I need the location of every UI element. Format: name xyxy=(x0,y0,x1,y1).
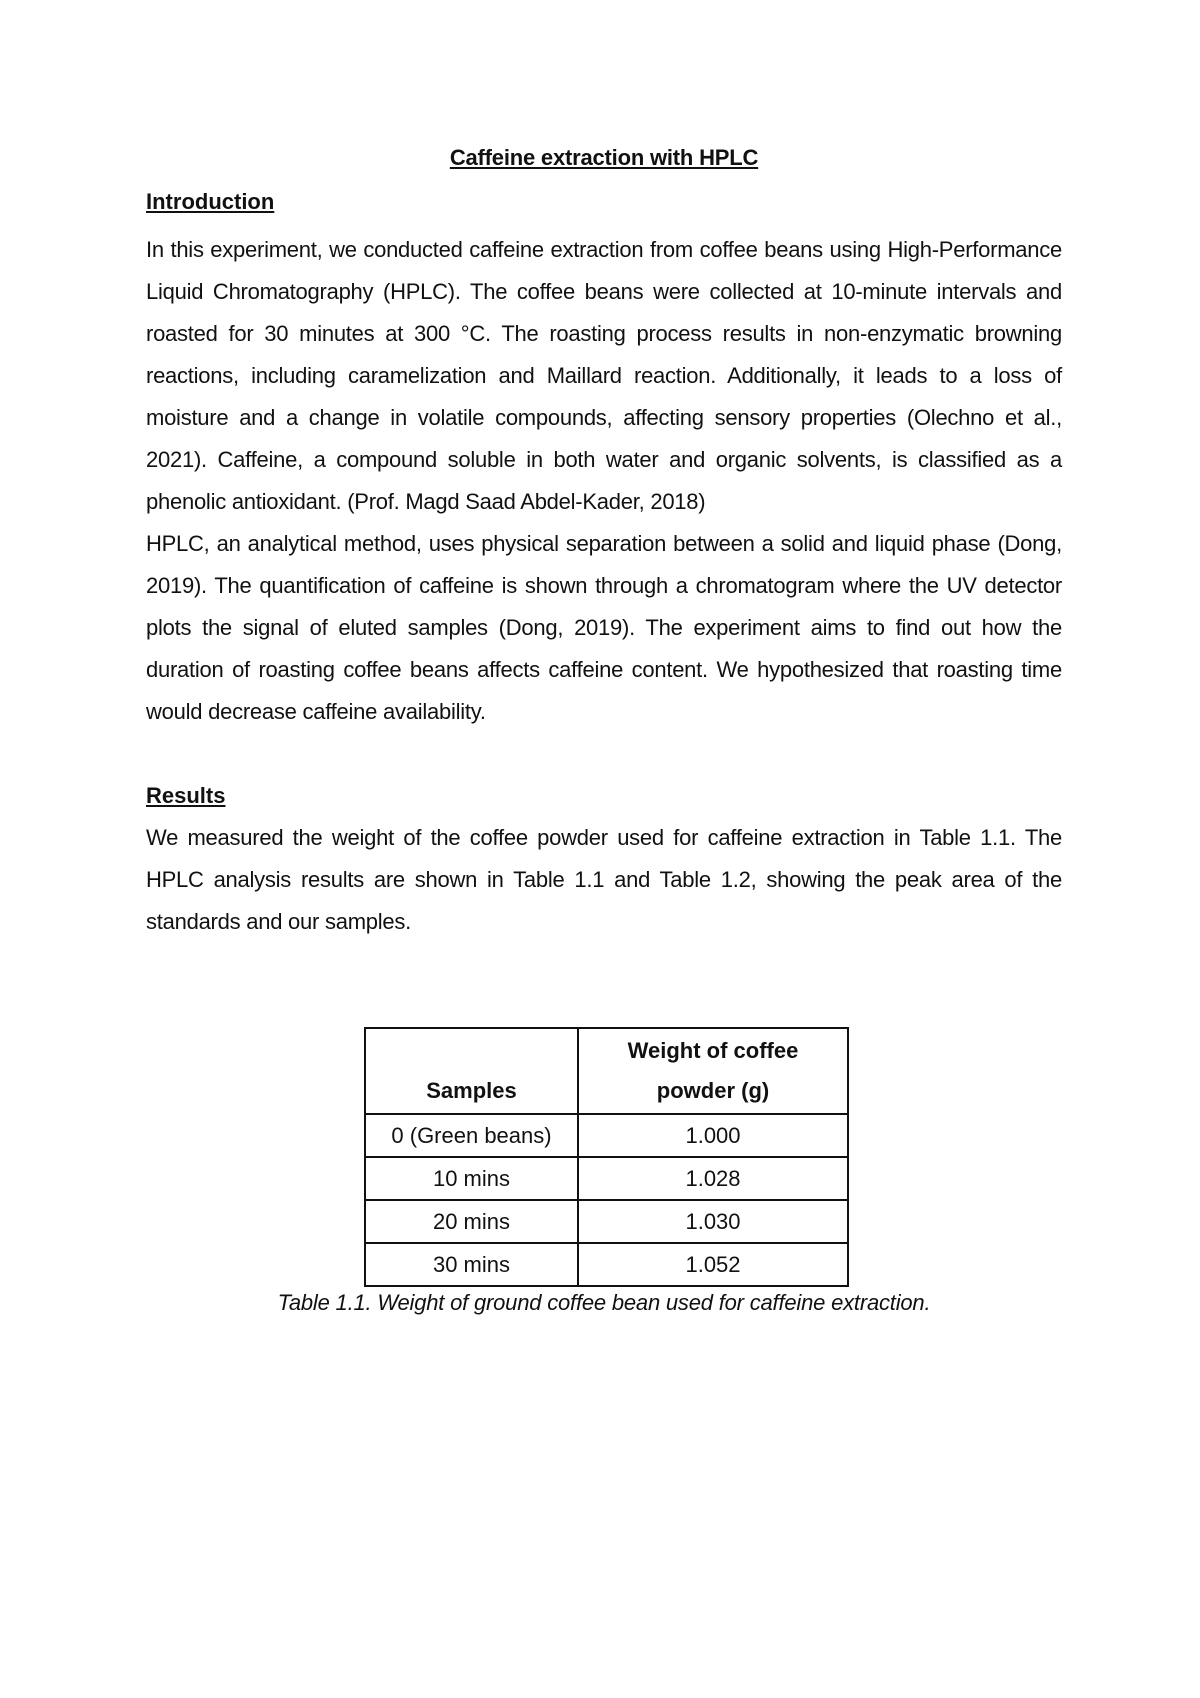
cell-sample: 0 (Green beans) xyxy=(365,1114,578,1157)
document-title: Caffeine extraction with HPLC xyxy=(449,145,759,170)
weight-table xyxy=(364,1027,849,1287)
header-weight-line2: powder (g) xyxy=(656,1078,770,1103)
cell-weight: 1.028 xyxy=(578,1157,848,1200)
results-heading: Results xyxy=(146,783,226,808)
table-row xyxy=(365,1200,848,1243)
introduction-paragraph-1: In this experiment, we conducted caffeine extraction from coffee beans using High-Performance Liquid Chromatography (HPLC). The coffee beans were collected at 10-minute intervals and roasted for 30 minutes at 300 °C. The roasting process results in non-enzymatic browning reactions, including caramelization and Maillard reaction. Additionally, it leads to a loss of moisture and a change in volatile compounds, affecting sensory properties (Olechno et al., 2021). Caffeine, a compound soluble in both water and organic solvents, is classified as a phenolic antioxidant. (Prof. Magd Saad Abdel-Kader, 2018) xyxy=(146,237,1062,514)
introduction-heading: Introduction xyxy=(146,189,275,214)
cell-sample: 10 mins xyxy=(365,1157,578,1200)
table-row xyxy=(365,1243,848,1286)
document-body xyxy=(146,143,1062,943)
header-samples: Samples xyxy=(365,1028,578,1114)
table-row xyxy=(365,1114,848,1157)
cell-sample: 30 mins xyxy=(365,1243,578,1286)
cell-weight: 1.030 xyxy=(578,1200,848,1243)
table-header-row xyxy=(365,1028,848,1114)
table-row xyxy=(365,1157,848,1200)
header-weight-line1: Weight of coffee xyxy=(627,1038,799,1063)
results-paragraph: We measured the weight of the coffee powder used for caffeine extraction in Table 1.1. The HPLC analysis results are shown in Table 1.1 and Table 1.2, showing the peak area of the standards and our samples. xyxy=(146,825,1062,934)
introduction-paragraph-2: HPLC, an analytical method, uses physical separation between a solid and liquid phase (Dong, 2019). The quantification of caffeine is shown through a chromatogram where the UV detector plots the signal of eluted samples (Dong, 2019). The experiment aims to find out how the duration of roasting coffee beans affects caffeine content. We hypothesized that roasting time would decrease caffeine availability. xyxy=(146,531,1062,724)
table-caption: Table 1.1. Weight of ground coffee bean used for caffeine extraction. xyxy=(277,1290,931,1315)
cell-sample: 20 mins xyxy=(365,1200,578,1243)
cell-weight: 1.000 xyxy=(578,1114,848,1157)
weight-table-container xyxy=(364,1027,849,1287)
cell-weight: 1.052 xyxy=(578,1243,848,1286)
header-weight xyxy=(578,1028,848,1114)
